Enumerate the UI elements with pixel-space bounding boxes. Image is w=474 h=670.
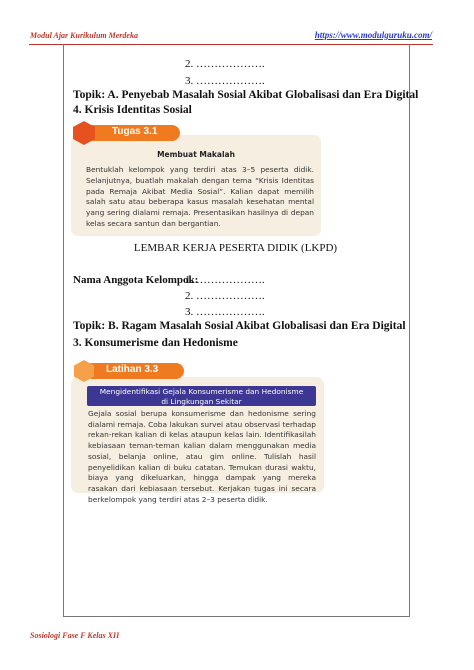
header-website-link[interactable]: https://www.modulguruku.com/ bbox=[314, 30, 432, 40]
topic-a-heading: Topik: A. Penyebab Masalah Sosial Akibat Globalisasi dan Era Digital bbox=[73, 89, 419, 101]
exercise-title-line2: di Lingkungan Sekitar bbox=[161, 397, 242, 406]
exercise-tag-label: Latihan 3.3 bbox=[106, 364, 159, 375]
member-item-1: 1. ………………. bbox=[185, 274, 265, 286]
task-tag-label: Tugas 3.1 bbox=[112, 126, 158, 137]
topic-b-subheading: 3. Konsumerisme dan Hedonisme bbox=[73, 337, 238, 349]
topic-a-subheading: 4. Krisis Identitas Sosial bbox=[73, 104, 192, 116]
members-label: Nama Anggota Kelompok: bbox=[73, 274, 199, 286]
member-item-2: 2. ………………. bbox=[185, 290, 265, 302]
lkpd-title: LEMBAR KERJA PESERTA DIDIK (LKPD) bbox=[133, 242, 338, 254]
task-card-title: Membuat Makalah bbox=[157, 150, 235, 159]
task-card-body: Bentuklah kelompok yang terdiri atas 3–5 peserta didik. Selanjutnya, buatlah makalah dengan tema “Krisis Identitas pada Remaja Akibat Media Sosial”. Kalian dapat memilih salah satu atau beberapa kasus masalah kesehatan mental yang sering dialami remaja. Presentasikan hasilnya di depan kelas secara santun dan bergantian. bbox=[86, 165, 314, 228]
exercise-title-line1: Mengidentifikasi Gejala Konsumerisme dan Hedonisme bbox=[99, 387, 304, 396]
footer-subject: Sosiologi Fase F Kelas XII bbox=[30, 631, 120, 640]
exercise-card-body: Gejala sosial berupa konsumerisme dan hedonisme sering dialami remaja. Coba lakukan survei atau observasi terhadap rekan-rekan kalian di kelas ataupun kelas lain. Identifikasilah kebiasaan teman-teman kalian dalam menggunakan media sosial, belanja online, atau gim online. Tulislah hasil penyelidikan kalian di buku catatan. Temukan durasi waktu, biaya yang dikeluarkan, hingga dampak yang mereka rasakan dari kebiasaan tersebut. Kerjakan tugas ini secara berkelompok yang terdiri atas 2–3 peserta didik. bbox=[88, 409, 316, 504]
list-item-3: 3. ………………. bbox=[185, 75, 265, 87]
list-item-2: 2. ………………. bbox=[185, 58, 265, 70]
exercise-title-bar bbox=[87, 386, 316, 406]
task-tag bbox=[84, 125, 180, 141]
member-item-3: 3. ………………. bbox=[185, 306, 265, 318]
exercise-tag bbox=[84, 363, 184, 379]
header-module-title: Modul Ajar Kurikulum Merdeka bbox=[30, 31, 138, 40]
topic-b-heading: Topik: B. Ragam Masalah Sosial Akibat Globalisasi dan Era Digital bbox=[73, 320, 406, 332]
